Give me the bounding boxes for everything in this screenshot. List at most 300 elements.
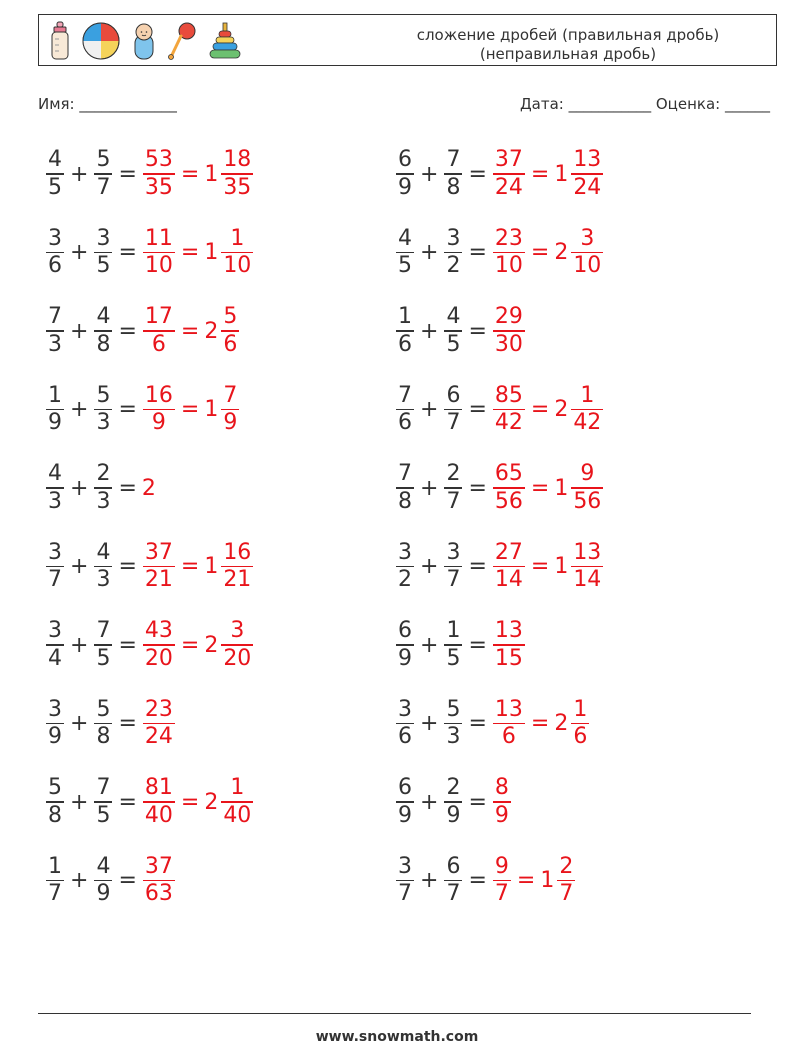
improper-fraction-denominator: 24 <box>144 724 173 750</box>
addend-2 <box>444 383 462 437</box>
addend-2-numerator: 2 <box>446 461 461 487</box>
mixed-fraction-numerator: 1 <box>573 696 588 722</box>
addend-1-denominator: 9 <box>398 174 412 200</box>
improper-fraction-numerator: 27 <box>494 539 523 565</box>
mixed-fraction-numerator: 3 <box>580 225 595 251</box>
mixed-whole: 1 <box>204 397 219 422</box>
equals-sign: = <box>530 554 550 579</box>
improper-fraction-numerator: 16 <box>144 382 173 408</box>
equals-sign: = <box>468 789 487 815</box>
equals-sign: = <box>118 318 137 344</box>
problem-item <box>395 221 604 285</box>
improper-fraction <box>143 226 175 280</box>
addend-1-denominator: 7 <box>398 881 412 907</box>
problem-item <box>45 770 254 834</box>
addend-2-numerator: 4 <box>96 304 111 330</box>
addend-2-numerator: 3 <box>446 225 461 251</box>
equals-sign: = <box>468 240 487 265</box>
plus-sign: + <box>420 240 439 265</box>
addend-2 <box>444 775 462 829</box>
addend-1-numerator: 6 <box>398 147 412 173</box>
addend-2 <box>94 618 112 672</box>
mixed-whole: 1 <box>204 554 219 579</box>
improper-fraction-numerator: 81 <box>144 775 173 801</box>
worksheet-title <box>388 26 748 64</box>
mixed-fraction-numerator: 2 <box>559 853 574 879</box>
equals-sign: = <box>180 397 200 422</box>
plus-sign: + <box>420 868 439 893</box>
plus-sign: + <box>420 632 439 658</box>
addend-2-numerator: 6 <box>446 853 461 879</box>
improper-fraction-denominator: 15 <box>494 645 523 671</box>
addend-1-denominator: 9 <box>48 724 62 750</box>
addend-1-numerator: 3 <box>48 225 62 251</box>
name-field: Имя: _____________ <box>38 95 177 113</box>
addend-1-numerator: 3 <box>48 696 62 722</box>
improper-fraction-denominator: 21 <box>144 567 173 593</box>
addend-2-numerator: 4 <box>96 539 111 565</box>
plus-sign: + <box>70 632 89 658</box>
stacking-rings-icon <box>207 21 243 61</box>
addend-1 <box>396 854 414 908</box>
addend-2-denominator: 3 <box>446 724 461 750</box>
improper-fraction <box>143 147 175 201</box>
improper-fraction-denominator: 6 <box>501 724 516 750</box>
addend-2-denominator: 3 <box>96 410 111 436</box>
addend-2 <box>444 697 462 751</box>
mixed-fraction-numerator: 9 <box>580 461 595 487</box>
mixed-fraction-denominator: 24 <box>573 174 602 200</box>
problem-item <box>395 299 526 363</box>
mixed-fraction <box>557 854 575 908</box>
addend-2 <box>444 304 462 358</box>
improper-fraction <box>143 383 175 437</box>
improper-fraction <box>493 697 525 751</box>
equals-sign: = <box>118 554 137 579</box>
answer <box>492 854 576 908</box>
mixed-fraction-denominator: 9 <box>223 410 238 436</box>
improper-fraction-denominator: 7 <box>494 881 509 907</box>
mixed-whole: 1 <box>204 161 219 187</box>
addend-1 <box>396 618 414 672</box>
problem-item <box>45 535 254 599</box>
mixed-fraction-numerator: 18 <box>223 147 252 173</box>
addend-2-denominator: 8 <box>96 724 111 750</box>
mixed-fraction-numerator: 1 <box>230 225 245 251</box>
addend-1-numerator: 1 <box>398 304 412 330</box>
addend-1-denominator: 6 <box>398 331 412 357</box>
improper-fraction-denominator: 30 <box>494 331 523 357</box>
mixed-fraction-denominator: 6 <box>223 331 238 357</box>
equals-sign: = <box>468 397 487 422</box>
improper-fraction <box>143 540 175 594</box>
answer <box>142 476 158 501</box>
addend-1-numerator: 3 <box>48 539 62 565</box>
equals-sign: = <box>468 868 487 893</box>
equals-sign: = <box>468 632 487 658</box>
mixed-whole: 2 <box>554 397 569 422</box>
date-grade-field: Дата: ___________ Оценка: ______ <box>519 95 770 113</box>
plus-sign: + <box>70 318 89 344</box>
equals-sign: = <box>530 397 550 422</box>
addend-1 <box>46 304 64 358</box>
addend-1-denominator: 3 <box>48 331 62 357</box>
equals-sign: = <box>530 711 550 736</box>
addend-2 <box>444 461 462 515</box>
equals-sign: = <box>180 554 200 579</box>
equals-sign: = <box>118 868 137 893</box>
mixed-whole: 1 <box>554 554 569 579</box>
addend-2-numerator: 7 <box>96 775 111 801</box>
addend-1 <box>46 226 64 280</box>
improper-fraction-denominator: 40 <box>144 802 173 828</box>
problem-item <box>395 535 604 599</box>
addend-1-numerator: 1 <box>48 382 62 408</box>
problem-item <box>395 142 604 206</box>
mixed-fraction <box>571 461 603 515</box>
addend-2-numerator: 5 <box>96 382 111 408</box>
plus-sign: + <box>420 789 439 815</box>
mixed-fraction <box>571 383 603 437</box>
improper-fraction <box>143 854 175 908</box>
equals-sign: = <box>468 475 487 501</box>
addend-1 <box>396 775 414 829</box>
answer-whole: 2 <box>141 475 156 501</box>
addend-1 <box>396 383 414 437</box>
addend-1-numerator: 4 <box>398 225 412 251</box>
improper-fraction <box>493 147 525 201</box>
plus-sign: + <box>70 789 89 815</box>
improper-fraction-denominator: 63 <box>144 881 173 907</box>
addend-1-denominator: 2 <box>398 567 412 593</box>
addend-1 <box>46 540 64 594</box>
mixed-fraction <box>221 147 253 201</box>
mixed-fraction-denominator: 10 <box>223 253 252 279</box>
equals-sign: = <box>118 240 137 265</box>
addend-1-denominator: 7 <box>48 881 62 907</box>
improper-fraction-numerator: 37 <box>144 853 173 879</box>
problem-item <box>45 456 158 520</box>
addend-2 <box>444 147 462 201</box>
addend-2-numerator: 4 <box>96 853 111 879</box>
improper-fraction <box>493 775 511 829</box>
improper-fraction <box>143 618 175 672</box>
answer <box>492 147 604 201</box>
addend-2-denominator: 7 <box>446 881 461 907</box>
beach-ball-icon <box>81 21 121 61</box>
improper-fraction-denominator: 9 <box>494 802 509 828</box>
addend-1 <box>46 854 64 908</box>
addend-1-numerator: 7 <box>398 382 412 408</box>
plus-sign: + <box>420 161 439 187</box>
equals-sign: = <box>118 475 137 501</box>
improper-fraction-numerator: 13 <box>494 696 523 722</box>
addend-2-numerator: 4 <box>446 304 461 330</box>
addend-1-numerator: 7 <box>398 461 412 487</box>
mixed-fraction-denominator: 56 <box>573 488 602 514</box>
addend-2-denominator: 7 <box>446 410 461 436</box>
addend-2-numerator: 5 <box>446 696 461 722</box>
title-line-2: (неправильная дробь) <box>479 45 657 63</box>
problem-item <box>395 613 526 677</box>
addend-1-numerator: 5 <box>48 775 62 801</box>
problem-item <box>45 299 240 363</box>
mixed-fraction <box>221 383 239 437</box>
addend-1-denominator: 9 <box>398 645 412 671</box>
improper-fraction <box>493 540 525 594</box>
improper-fraction-numerator: 37 <box>494 147 523 173</box>
problem-item <box>395 849 576 913</box>
answer <box>142 304 240 358</box>
mixed-fraction-denominator: 40 <box>223 802 252 828</box>
mixed-fraction-denominator: 6 <box>573 724 588 750</box>
addend-1-denominator: 8 <box>398 488 412 514</box>
addend-1-denominator: 9 <box>48 410 62 436</box>
plus-sign: + <box>70 397 89 422</box>
mixed-fraction <box>221 540 253 594</box>
addend-1 <box>396 461 414 515</box>
equals-sign: = <box>468 318 487 344</box>
answer <box>492 226 604 280</box>
swaddled-baby-icon <box>131 21 157 61</box>
answer <box>142 147 254 201</box>
mixed-fraction-numerator: 16 <box>223 539 252 565</box>
footer-site: www.snowmath.com <box>315 1029 479 1045</box>
equals-sign: = <box>118 161 137 187</box>
plus-sign: + <box>420 318 439 344</box>
answer <box>142 226 254 280</box>
problem-item <box>395 770 512 834</box>
addend-2 <box>94 383 112 437</box>
mixed-fraction-numerator: 1 <box>580 382 595 408</box>
improper-fraction-numerator: 9 <box>494 853 509 879</box>
equals-sign: = <box>118 711 137 736</box>
addend-1-numerator: 3 <box>398 853 412 879</box>
answer <box>142 383 240 437</box>
addend-2-numerator: 7 <box>446 147 461 173</box>
footer-divider <box>38 1013 751 1014</box>
addend-1 <box>396 226 414 280</box>
mixed-fraction <box>221 226 253 280</box>
equals-sign: = <box>468 161 487 187</box>
improper-fraction-denominator: 56 <box>494 488 523 514</box>
addend-2-numerator: 3 <box>96 225 111 251</box>
answer <box>492 618 526 672</box>
answer <box>492 461 604 515</box>
mixed-fraction <box>571 697 589 751</box>
problem-item <box>395 378 604 442</box>
addend-1 <box>396 147 414 201</box>
addend-1-denominator: 6 <box>48 253 62 279</box>
mixed-whole: 2 <box>204 632 219 658</box>
improper-fraction-denominator: 42 <box>494 410 523 436</box>
addend-1 <box>396 540 414 594</box>
mixed-fraction-numerator: 7 <box>223 382 238 408</box>
addend-2-denominator: 7 <box>446 488 461 514</box>
mixed-fraction-denominator: 21 <box>223 567 252 593</box>
mixed-fraction <box>221 304 239 358</box>
improper-fraction-numerator: 85 <box>494 382 523 408</box>
addend-2 <box>94 697 112 751</box>
improper-fraction-denominator: 24 <box>494 174 523 200</box>
title-line-1: сложение дробей (правильная дробь) <box>416 26 720 44</box>
addend-2 <box>94 304 112 358</box>
improper-fraction-denominator: 35 <box>144 174 173 200</box>
addend-2-denominator: 5 <box>446 331 461 357</box>
improper-fraction <box>493 854 511 908</box>
problem-item <box>45 378 240 442</box>
addend-2-denominator: 5 <box>96 253 111 279</box>
addend-1-denominator: 9 <box>398 802 412 828</box>
addend-1 <box>396 697 414 751</box>
mixed-fraction <box>571 147 603 201</box>
addend-2 <box>94 147 112 201</box>
addend-1-numerator: 3 <box>48 618 62 644</box>
equals-sign: = <box>118 789 137 815</box>
addend-2 <box>444 540 462 594</box>
addend-2 <box>444 226 462 280</box>
mixed-fraction-denominator: 35 <box>223 174 252 200</box>
answer <box>492 383 604 437</box>
addend-2-denominator: 3 <box>96 488 111 514</box>
addend-1-denominator: 4 <box>48 645 62 671</box>
improper-fraction-denominator: 14 <box>494 567 523 593</box>
addend-2-denominator: 5 <box>96 802 111 828</box>
improper-fraction <box>493 226 525 280</box>
addend-2-numerator: 2 <box>446 775 461 801</box>
equals-sign: = <box>118 632 137 658</box>
improper-fraction <box>143 775 175 829</box>
addend-1-numerator: 1 <box>48 853 62 879</box>
mixed-fraction-numerator: 13 <box>573 147 602 173</box>
addend-2-numerator: 2 <box>96 461 111 487</box>
addend-2-numerator: 6 <box>446 382 461 408</box>
addend-2-denominator: 9 <box>446 802 461 828</box>
improper-fraction-numerator: 23 <box>144 696 173 722</box>
answer <box>142 540 254 594</box>
addend-1-denominator: 5 <box>398 253 412 279</box>
improper-fraction-numerator: 17 <box>144 304 173 330</box>
equals-sign: = <box>180 240 200 265</box>
addend-1-numerator: 4 <box>48 461 62 487</box>
problem-item <box>45 221 254 285</box>
improper-fraction-denominator: 10 <box>144 253 173 279</box>
answer <box>492 304 526 358</box>
addend-1-numerator: 3 <box>398 539 412 565</box>
worksheet-header <box>38 14 777 66</box>
mixed-fraction-denominator: 7 <box>559 881 574 907</box>
improper-fraction-numerator: 23 <box>494 225 523 251</box>
plus-sign: + <box>420 711 439 736</box>
addend-2-denominator: 7 <box>96 174 111 200</box>
plus-sign: + <box>420 397 439 422</box>
equals-sign: = <box>516 868 536 893</box>
addend-1-denominator: 3 <box>48 488 62 514</box>
equals-sign: = <box>180 632 200 658</box>
addend-1 <box>46 697 64 751</box>
improper-fraction-denominator: 6 <box>151 331 166 357</box>
answer <box>492 775 512 829</box>
improper-fraction-numerator: 13 <box>494 618 523 644</box>
addend-2-numerator: 5 <box>96 147 111 173</box>
equals-sign: = <box>468 554 487 579</box>
addend-1 <box>46 461 64 515</box>
addend-2-denominator: 8 <box>446 174 461 200</box>
improper-fraction-numerator: 65 <box>494 461 523 487</box>
equals-sign: = <box>530 240 550 265</box>
plus-sign: + <box>70 240 89 265</box>
addend-1-numerator: 3 <box>398 696 412 722</box>
improper-fraction <box>493 383 525 437</box>
plus-sign: + <box>420 554 439 579</box>
plus-sign: + <box>70 711 89 736</box>
equals-sign: = <box>180 789 200 815</box>
mixed-fraction-denominator: 20 <box>223 645 252 671</box>
answer <box>142 618 254 672</box>
addend-1-denominator: 8 <box>48 802 62 828</box>
addend-1 <box>46 775 64 829</box>
mixed-fraction <box>221 618 253 672</box>
equals-sign: = <box>468 711 487 736</box>
addend-2-denominator: 5 <box>446 645 461 671</box>
plus-sign: + <box>70 554 89 579</box>
improper-fraction-denominator: 9 <box>151 410 166 436</box>
addend-2-denominator: 3 <box>96 567 111 593</box>
equals-sign: = <box>118 397 137 422</box>
rattle-icon <box>167 21 197 61</box>
addend-2-denominator: 5 <box>96 645 111 671</box>
addend-2 <box>94 775 112 829</box>
addend-2 <box>94 226 112 280</box>
addend-2 <box>444 854 462 908</box>
mixed-fraction <box>221 775 253 829</box>
addend-2-numerator: 5 <box>96 696 111 722</box>
addend-1-numerator: 6 <box>398 618 412 644</box>
problem-item <box>45 613 254 677</box>
improper-fraction-denominator: 20 <box>144 645 173 671</box>
problem-item <box>395 456 604 520</box>
mixed-whole: 2 <box>204 789 219 815</box>
addend-1-denominator: 6 <box>398 410 412 436</box>
addend-1-numerator: 4 <box>48 147 62 173</box>
header-icons <box>49 19 243 63</box>
addend-2-numerator: 3 <box>446 539 461 565</box>
addend-1-denominator: 6 <box>398 724 412 750</box>
addend-1 <box>46 383 64 437</box>
addend-2-denominator: 2 <box>446 253 461 279</box>
mixed-whole: 2 <box>204 318 219 344</box>
answer <box>492 697 590 751</box>
mixed-fraction-denominator: 14 <box>573 567 602 593</box>
addend-2 <box>94 540 112 594</box>
mixed-whole: 2 <box>554 240 569 265</box>
answer <box>142 775 254 829</box>
improper-fraction-numerator: 29 <box>494 304 523 330</box>
problem-item <box>45 142 254 206</box>
plus-sign: + <box>70 868 89 893</box>
addend-2-denominator: 8 <box>96 331 111 357</box>
mixed-fraction-denominator: 10 <box>573 253 602 279</box>
improper-fraction <box>493 461 525 515</box>
mixed-fraction-numerator: 13 <box>573 539 602 565</box>
addend-1-numerator: 7 <box>48 304 62 330</box>
improper-fraction-numerator: 43 <box>144 618 173 644</box>
addend-2-denominator: 7 <box>446 567 461 593</box>
problem-item <box>395 692 590 756</box>
improper-fraction <box>493 304 525 358</box>
addend-2-numerator: 1 <box>446 618 461 644</box>
plus-sign: + <box>70 475 89 501</box>
